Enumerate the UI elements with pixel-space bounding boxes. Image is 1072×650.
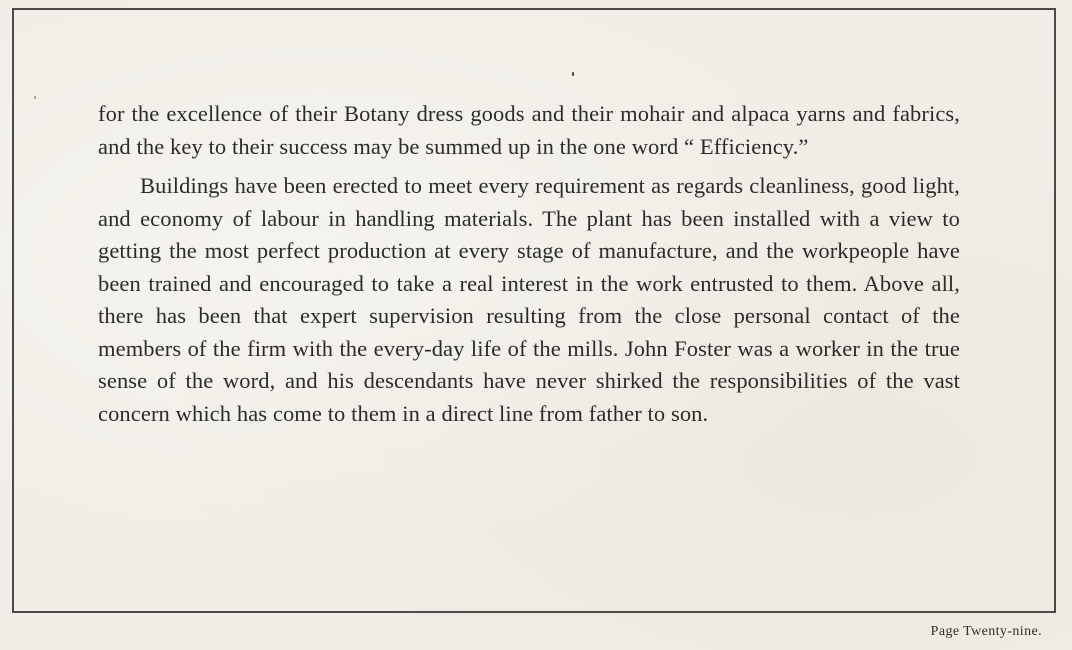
ink-speck — [34, 96, 36, 99]
paragraph-2: Buildings have been erected to meet every requirement as regards cleanliness, good light, and economy of labour in handling materials. The plant has been installed with a view to getting the most perfect production at every stage of manufacture, and the workpeople have been trained and encouraged to take a real interest in the work entrusted to them. Above all, there has been that expert supervision resulting from the close personal contact of the members of the firm with the every-day life of the mills. John Foster was a worker in the true sense of the word, and his descendants have never shirked the responsibilities of the vast concern which has come to them in a direct line from father to son. — [98, 173, 960, 426]
ink-speck — [572, 72, 574, 76]
paragraph-1: for the excellence of their Botany dress goods and their mohair and alpaca yarns and fabrics, and the key to their success may be summed up in the one word “ Efficiency.” — [98, 101, 960, 159]
body-text — [98, 98, 960, 430]
page-number: Page Twenty-nine. — [930, 624, 1042, 639]
